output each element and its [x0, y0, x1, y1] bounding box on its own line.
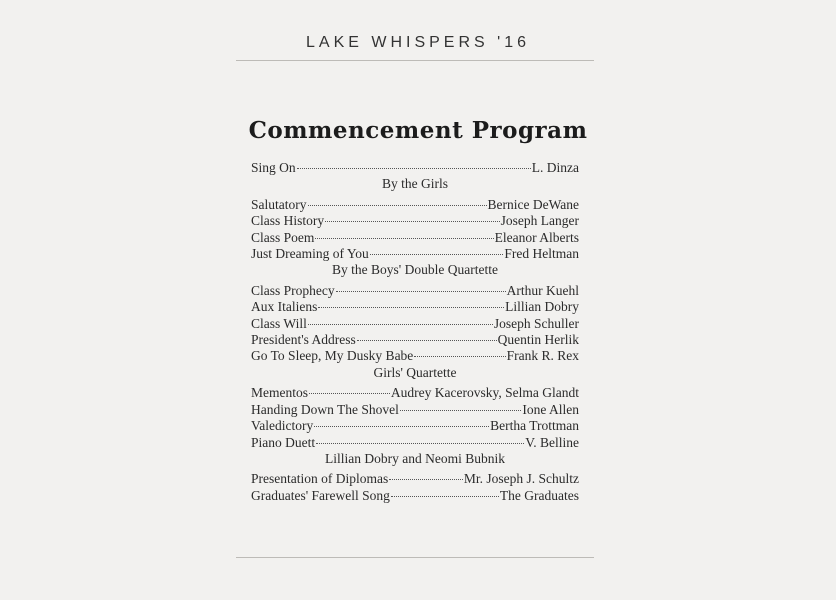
item-title: Class Prophecy — [251, 282, 335, 298]
item-performer: Quentin Herlik — [497, 332, 579, 348]
leader-dots — [308, 205, 487, 206]
top-rule — [236, 60, 594, 61]
item-title: Class History — [251, 213, 325, 229]
item-performer: Audrey Kacerovsky, Selma Glandt — [390, 385, 579, 401]
item-performer: Fred Heltman — [504, 246, 579, 262]
program-item — [251, 332, 579, 348]
item-performer: Frank R. Rex — [506, 348, 579, 364]
program-item — [251, 418, 579, 434]
item-performer: V. Belline — [525, 434, 579, 450]
performer-note: Lillian Dobry and Neomi Bubnik — [325, 450, 505, 466]
program-item — [251, 160, 579, 176]
leader-dots — [318, 307, 504, 308]
program-item — [251, 316, 579, 332]
performer-note: Girls' Quartette — [373, 364, 457, 380]
item-performer: Joseph Langer — [500, 213, 579, 229]
item-performer: Bernice DeWane — [487, 196, 579, 212]
leader-dots — [400, 410, 522, 411]
leader-dots — [370, 254, 504, 255]
item-performer: Eleanor Alberts — [494, 229, 579, 245]
running-head: LAKE WHISPERS '16 — [306, 34, 530, 51]
item-title: Salutatory — [251, 196, 307, 212]
item-title: Sing On — [251, 160, 296, 175]
program-item — [251, 299, 579, 315]
program-list — [251, 160, 579, 504]
program-item — [251, 488, 579, 504]
item-title: Graduates' Farewell Song — [251, 487, 390, 503]
program-item — [251, 246, 579, 262]
item-performer: Arthur Kuehl — [506, 282, 579, 298]
program-item — [251, 435, 579, 451]
leader-dots — [357, 340, 497, 341]
program-item — [251, 348, 579, 364]
item-performer: Joseph Schuller — [493, 315, 579, 331]
item-title: Valedictory — [251, 418, 314, 434]
page-title: Commencement Program — [248, 117, 588, 144]
leader-dots — [314, 426, 489, 427]
item-performer: Lillian Dobry — [505, 299, 579, 315]
leader-dots — [336, 291, 506, 292]
program-item — [251, 283, 579, 299]
program-item — [251, 213, 579, 229]
item-title: Aux Italiens — [251, 299, 318, 315]
leader-dots — [391, 496, 499, 497]
item-performer: Mr. Joseph J. Schultz — [463, 471, 579, 487]
leader-dots — [325, 221, 500, 222]
program-item — [251, 197, 579, 213]
item-title: Handing Down The Shovel — [251, 401, 399, 417]
performer-note: By the Boys' Double Quartette — [332, 262, 498, 278]
program-item — [251, 402, 579, 418]
leader-dots — [308, 324, 493, 325]
program-item — [251, 230, 579, 246]
item-title: Class Poem — [251, 229, 315, 245]
bottom-rule — [236, 557, 594, 558]
item-performer: Ione Allen — [522, 401, 579, 417]
item-title: Just Dreaming of You — [251, 246, 369, 262]
leader-dots — [297, 168, 531, 169]
item-performer: L. Dinza — [531, 160, 579, 175]
leader-dots — [414, 356, 505, 357]
item-title: Presentation of Diplomas — [251, 471, 389, 487]
item-title: Mementos — [251, 385, 308, 401]
leader-dots — [389, 479, 463, 480]
item-performer: The Graduates — [499, 487, 579, 503]
item-title: Class Will — [251, 315, 307, 331]
leader-dots — [316, 443, 524, 444]
program-item — [251, 471, 579, 487]
item-title: Piano Duett — [251, 434, 316, 450]
program-item — [251, 385, 579, 401]
item-title: Go To Sleep, My Dusky Babe — [251, 348, 414, 364]
item-performer: Bertha Trottman — [490, 418, 579, 434]
performer-note: By the Girls — [382, 176, 448, 192]
leader-dots — [315, 238, 493, 239]
item-title: President's Address — [251, 332, 356, 348]
leader-dots — [309, 393, 390, 394]
